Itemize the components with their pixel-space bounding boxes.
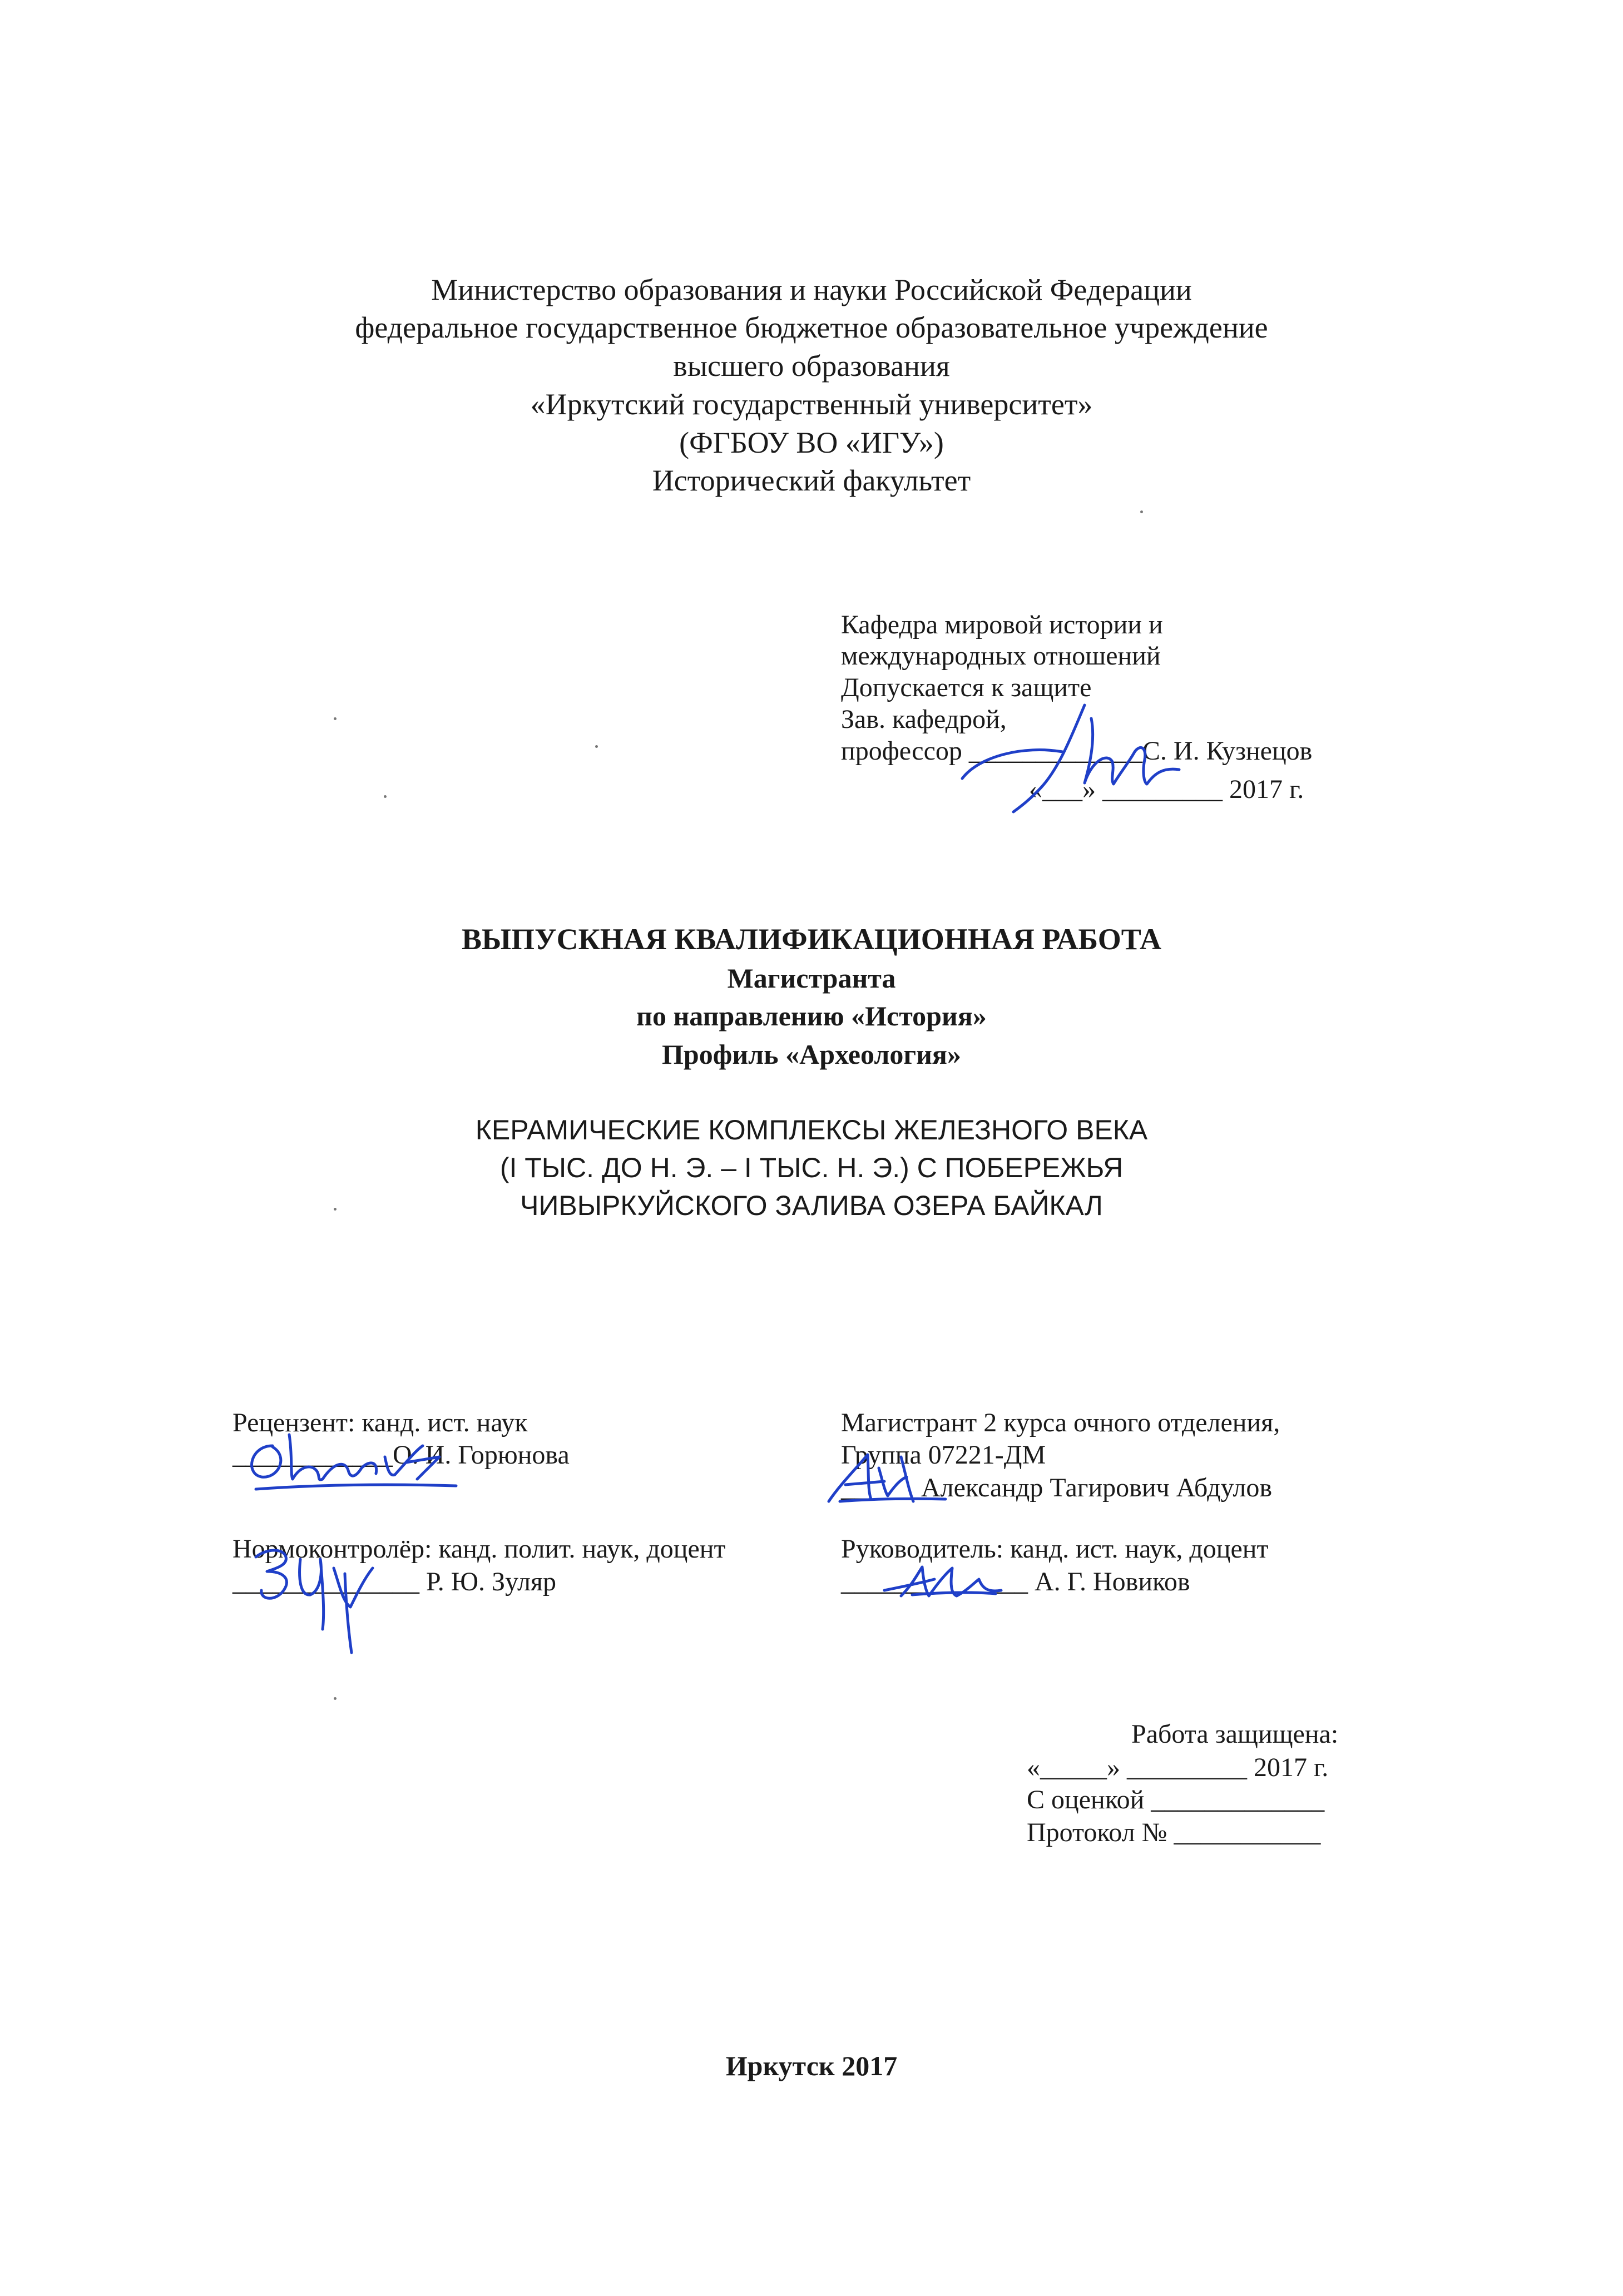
student-group: Группа 07221-ДМ (841, 1440, 1046, 1470)
normcontrol-signature (245, 1535, 389, 1657)
head-of-department-line: Зав. кафедрой, (841, 705, 1007, 734)
education-level-line: высшего образования (673, 349, 950, 383)
profile-line: Профиль «Археология» (662, 1039, 961, 1070)
department-line-1: Кафедра мировой истории и (841, 610, 1163, 639)
head-signature (946, 690, 1201, 817)
defense-title: Работа защищена: (1131, 1719, 1339, 1749)
ministry-line: Министерство образования и науки Российской Федерации (431, 273, 1192, 306)
topic-line-1: КЕРАМИЧЕСКИЕ КОМПЛЕКСЫ ЖЕЛЕЗНОГО ВЕКА (475, 1114, 1148, 1145)
scan-speck (334, 717, 337, 720)
admitted-line: Допускается к защите (841, 673, 1092, 702)
direction-line: по направлению «История» (636, 1000, 987, 1032)
topic-line-2: (I ТЫС. ДО Н. Э. – I ТЫС. Н. Э.) С ПОБЕРЕЖЬЯ (499, 1152, 1124, 1183)
student-role: Магистрант 2 курса очного отделения, (841, 1408, 1280, 1437)
university-abbr-line: (ФГБОУ ВО «ИГУ») (679, 426, 944, 459)
city-year: Иркутск 2017 (725, 2050, 898, 2081)
normcontrol-role: Нормоконтролёр: канд. полит. наук, доцент (232, 1534, 726, 1564)
supervisor-role: Руководитель: канд. ист. наук, доцент (841, 1534, 1269, 1564)
approval-date-line: «___» _________ 2017 г. (1029, 775, 1304, 804)
degree-line: Магистранта (727, 963, 896, 994)
reviewer-signature (239, 1424, 473, 1513)
normcontrol-name: ______________ Р. Ю. Зуляр (232, 1567, 556, 1596)
scan-speck (595, 745, 598, 748)
scan-speck (1140, 510, 1143, 513)
student-name: ______Александр Тагирович Абдулов (841, 1473, 1273, 1502)
work-type-title: ВЫПУСКНАЯ КВАЛИФИКАЦИОННАЯ РАБОТА (461, 923, 1162, 956)
defense-grade: С оценкой _____________ (1027, 1785, 1325, 1814)
student-signature (818, 1446, 962, 1513)
professor-signature-line: профессор _____________С. И. Кузнецов (841, 736, 1313, 766)
scan-speck (334, 1697, 337, 1700)
scan-speck (384, 795, 387, 798)
scan-speck (334, 1208, 337, 1211)
faculty-line: Исторический факультет (652, 464, 971, 497)
university-name-line: «Иркутский государственный университет» (530, 388, 1093, 421)
department-line-2: международных отношений (841, 641, 1161, 671)
institution-type-line: федеральное государственное бюджетное образовательное учреждение (355, 311, 1268, 344)
reviewer-role: Рецензент: канд. ист. наук (232, 1408, 528, 1437)
supervisor-signature (879, 1551, 1012, 1613)
reviewer-name: ____________О. И. Горюнова (232, 1440, 570, 1470)
defense-date: «_____» _________ 2017 г. (1027, 1753, 1329, 1782)
topic-line-3: ЧИВЫРКУЙСКОГО ЗАЛИВА ОЗЕРА БАЙКАЛ (520, 1190, 1103, 1221)
supervisor-name: ______________ А. Г. Новиков (841, 1567, 1190, 1596)
defense-protocol: Протокол № ___________ (1027, 1818, 1321, 1847)
